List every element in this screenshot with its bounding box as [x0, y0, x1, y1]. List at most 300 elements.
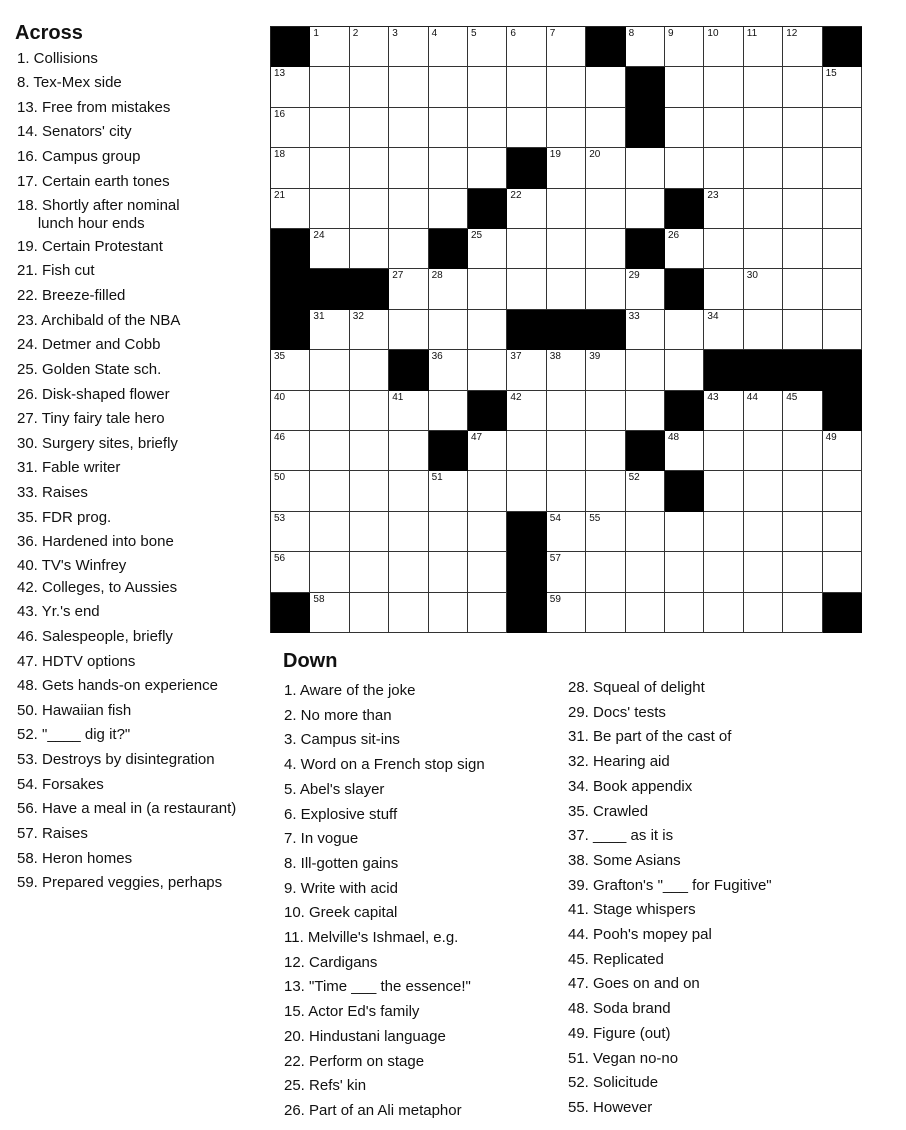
cell-number: 56	[274, 553, 286, 565]
down-clue: 37. ____ as it is	[568, 827, 674, 844]
grid-cell[interactable]	[389, 269, 428, 309]
grid-block	[665, 189, 704, 229]
grid-cell[interactable]	[665, 108, 704, 148]
grid-cell[interactable]	[626, 310, 665, 350]
grid-cell[interactable]	[665, 431, 704, 471]
down-clue: 22. Perform on stage	[284, 1053, 425, 1070]
grid-cell[interactable]	[823, 108, 862, 148]
grid-cell[interactable]	[350, 391, 389, 431]
down-clue: 3. Campus sit-ins	[284, 731, 400, 748]
cell-number: 6	[510, 28, 516, 39]
grid-cell[interactable]	[507, 108, 546, 148]
grid-cell[interactable]	[744, 391, 783, 431]
grid-cell[interactable]	[310, 229, 349, 269]
cell-number: 50	[274, 472, 286, 484]
grid-cell[interactable]	[310, 67, 349, 107]
grid-cell[interactable]	[823, 471, 862, 511]
cell-number: 55	[589, 512, 601, 524]
grid-cell[interactable]	[389, 108, 428, 148]
grid-block	[586, 310, 625, 350]
cell-number: 8	[628, 28, 635, 39]
cell-number: 24	[313, 230, 325, 241]
grid-cell[interactable]	[547, 512, 586, 552]
grid-cell[interactable]	[468, 310, 507, 350]
cell-number: 13	[274, 68, 286, 80]
down-clue: 25. Refs' kin	[284, 1077, 367, 1094]
grid-cell[interactable]	[586, 391, 625, 431]
cell-number: 26	[668, 230, 680, 241]
grid-cell[interactable]	[626, 269, 665, 309]
down-clue: 26. Part of an Ali metaphor	[284, 1102, 462, 1119]
grid-cell[interactable]	[389, 552, 428, 592]
grid-cell[interactable]	[823, 148, 862, 188]
grid-cell[interactable]	[823, 229, 862, 269]
grid-cell[interactable]	[586, 512, 625, 552]
grid-cell[interactable]	[783, 189, 822, 229]
cell-number: 53	[274, 512, 286, 524]
grid-cell[interactable]	[744, 108, 783, 148]
grid-cell[interactable]	[468, 471, 507, 511]
grid-block	[507, 512, 546, 552]
grid-cell[interactable]	[744, 593, 783, 633]
across-clue: 26. Disk-shaped flower	[17, 386, 170, 403]
grid-cell[interactable]	[704, 431, 743, 471]
cell-number: 41	[392, 391, 404, 403]
grid-cell[interactable]	[704, 108, 743, 148]
grid-cell[interactable]	[389, 471, 428, 511]
grid-cell[interactable]	[783, 27, 822, 67]
grid-cell[interactable]	[744, 229, 783, 269]
grid-cell[interactable]	[507, 27, 546, 67]
grid-cell[interactable]	[271, 189, 310, 229]
grid-cell[interactable]	[626, 189, 665, 229]
grid-cell[interactable]	[271, 67, 310, 107]
grid-cell[interactable]	[547, 27, 586, 67]
grid-cell[interactable]	[468, 512, 507, 552]
grid-cell[interactable]	[744, 67, 783, 107]
grid-cell[interactable]	[429, 552, 468, 592]
grid-block	[783, 350, 822, 390]
grid-cell[interactable]	[783, 431, 822, 471]
grid-cell[interactable]	[547, 471, 586, 511]
grid-cell[interactable]	[389, 189, 428, 229]
grid-cell[interactable]	[823, 269, 862, 309]
grid-cell[interactable]	[626, 27, 665, 67]
grid-cell[interactable]	[783, 269, 822, 309]
grid-cell[interactable]	[389, 431, 428, 471]
down-clue: 28. Squeal of delight	[568, 679, 705, 696]
grid-cell[interactable]	[310, 471, 349, 511]
grid-cell[interactable]	[507, 189, 546, 229]
grid-cell[interactable]	[350, 471, 389, 511]
down-clue: 20. Hindustani language	[284, 1028, 446, 1045]
grid-cell[interactable]	[626, 350, 665, 390]
grid-cell[interactable]	[744, 471, 783, 511]
cell-number: 48	[668, 432, 680, 443]
grid-cell[interactable]	[744, 27, 783, 67]
grid-cell[interactable]	[468, 431, 507, 471]
grid-block	[429, 431, 468, 471]
across-clue: 50. Hawaiian fish	[17, 702, 132, 719]
grid-cell[interactable]	[507, 350, 546, 390]
cell-number: 34	[707, 310, 719, 322]
across-clue: 17. Certain earth tones	[17, 173, 170, 190]
grid-cell[interactable]	[468, 67, 507, 107]
grid-cell[interactable]	[429, 27, 468, 67]
grid-cell[interactable]	[823, 189, 862, 229]
grid-cell[interactable]	[586, 189, 625, 229]
grid-block	[626, 229, 665, 269]
grid-cell[interactable]	[704, 593, 743, 633]
cell-number: 11	[746, 28, 758, 39]
grid-cell[interactable]	[586, 108, 625, 148]
grid-cell[interactable]	[744, 512, 783, 552]
down-clue: 2. No more than	[284, 707, 392, 724]
down-clue: 35. Crawled	[568, 803, 649, 820]
grid-cell[interactable]	[783, 391, 822, 431]
cell-number: 43	[707, 391, 719, 403]
grid-block	[704, 350, 743, 390]
cell-number: 22	[510, 189, 522, 201]
across-clue: 36. Hardened into bone	[17, 533, 174, 550]
grid-cell[interactable]	[626, 552, 665, 592]
cell-number: 16	[274, 108, 286, 120]
down-clue: 38. Some Asians	[568, 852, 681, 869]
grid-cell[interactable]	[704, 229, 743, 269]
grid-cell[interactable]	[389, 310, 428, 350]
cell-number: 12	[786, 28, 798, 39]
grid-cell[interactable]	[665, 350, 704, 390]
grid-cell[interactable]	[744, 552, 783, 592]
grid-block	[389, 350, 428, 390]
grid-cell[interactable]	[468, 148, 507, 188]
grid-cell[interactable]	[507, 229, 546, 269]
grid-cell[interactable]	[783, 108, 822, 148]
grid-cell[interactable]	[271, 431, 310, 471]
grid-cell[interactable]	[783, 148, 822, 188]
grid-cell[interactable]	[350, 512, 389, 552]
grid-cell[interactable]	[468, 108, 507, 148]
grid-block	[271, 229, 310, 269]
across-clue: 57. Raises	[17, 825, 88, 842]
grid-cell[interactable]	[547, 593, 586, 633]
grid-cell[interactable]	[704, 269, 743, 309]
grid-cell[interactable]	[468, 350, 507, 390]
grid-cell[interactable]	[310, 189, 349, 229]
grid-cell[interactable]	[310, 148, 349, 188]
grid-cell[interactable]	[744, 310, 783, 350]
grid-block	[507, 310, 546, 350]
grid-cell[interactable]	[665, 552, 704, 592]
grid-cell[interactable]	[665, 310, 704, 350]
cell-number: 31	[313, 310, 325, 322]
grid-cell[interactable]	[271, 512, 310, 552]
grid-cell[interactable]	[586, 552, 625, 592]
grid-cell[interactable]	[429, 148, 468, 188]
grid-block	[823, 27, 862, 67]
grid-cell[interactable]	[271, 148, 310, 188]
cell-number: 47	[471, 432, 483, 443]
grid-cell[interactable]	[429, 471, 468, 511]
grid-block	[665, 269, 704, 309]
grid-cell[interactable]	[310, 391, 349, 431]
across-clue: 40. TV's Winfrey	[17, 557, 127, 574]
grid-cell[interactable]	[547, 431, 586, 471]
cell-number: 54	[549, 512, 561, 524]
grid-cell[interactable]	[507, 431, 546, 471]
grid-cell[interactable]	[547, 229, 586, 269]
grid-cell[interactable]	[547, 391, 586, 431]
grid-cell[interactable]	[586, 471, 625, 511]
grid-cell[interactable]	[389, 512, 428, 552]
cell-number: 3	[392, 28, 398, 39]
grid-cell[interactable]	[429, 310, 468, 350]
grid-cell[interactable]	[586, 350, 625, 390]
cell-number: 45	[786, 391, 798, 403]
cell-number: 35	[274, 351, 286, 363]
grid-block	[468, 189, 507, 229]
grid-cell[interactable]	[704, 391, 743, 431]
grid-cell[interactable]	[429, 269, 468, 309]
grid-cell[interactable]	[350, 593, 389, 633]
cell-number: 25	[471, 230, 483, 241]
grid-cell[interactable]	[468, 229, 507, 269]
cell-number: 1	[313, 28, 319, 39]
grid-cell[interactable]	[744, 189, 783, 229]
grid-cell[interactable]	[665, 27, 704, 67]
grid-cell[interactable]	[507, 391, 546, 431]
grid-cell[interactable]	[586, 229, 625, 269]
grid-cell[interactable]	[547, 67, 586, 107]
grid-cell[interactable]	[823, 512, 862, 552]
across-clue: 8. Tex-Mex side	[17, 74, 122, 91]
grid-cell[interactable]	[429, 108, 468, 148]
down-clue: 32. Hearing aid	[568, 753, 670, 770]
grid-cell[interactable]	[389, 229, 428, 269]
grid-cell[interactable]	[271, 552, 310, 592]
grid-cell[interactable]	[271, 350, 310, 390]
grid-cell[interactable]	[310, 27, 349, 67]
crossword-grid	[270, 26, 862, 633]
grid-cell[interactable]	[547, 350, 586, 390]
grid-cell[interactable]	[389, 148, 428, 188]
grid-cell[interactable]	[823, 310, 862, 350]
grid-cell[interactable]	[468, 552, 507, 592]
cell-number: 39	[589, 351, 601, 363]
across-clue: 19. Certain Protestant	[17, 238, 163, 255]
grid-cell[interactable]	[547, 108, 586, 148]
across-clue: 52. "____ dig it?"	[17, 726, 131, 743]
cell-number: 40	[274, 391, 286, 403]
cell-number: 37	[510, 351, 522, 363]
grid-cell[interactable]	[389, 391, 428, 431]
across-clue: 25. Golden State sch.	[17, 361, 162, 378]
grid-cell[interactable]	[468, 27, 507, 67]
cell-number: 21	[274, 189, 286, 201]
down-clue: 49. Figure (out)	[568, 1025, 671, 1042]
down-clue: 34. Book appendix	[568, 778, 693, 795]
grid-cell[interactable]	[429, 67, 468, 107]
grid-cell[interactable]	[626, 391, 665, 431]
grid-cell[interactable]	[547, 148, 586, 188]
grid-cell[interactable]	[350, 552, 389, 592]
grid-cell[interactable]	[271, 108, 310, 148]
grid-cell[interactable]	[507, 269, 546, 309]
grid-cell[interactable]	[586, 431, 625, 471]
cell-number: 46	[274, 432, 286, 443]
across-clue: 18. Shortly after nominal lunch hour ends	[17, 197, 180, 232]
grid-cell[interactable]	[783, 552, 822, 592]
grid-cell[interactable]	[350, 229, 389, 269]
grid-cell[interactable]	[665, 593, 704, 633]
grid-cell[interactable]	[429, 593, 468, 633]
grid-cell[interactable]	[704, 310, 743, 350]
grid-cell[interactable]	[586, 148, 625, 188]
grid-cell[interactable]	[547, 189, 586, 229]
grid-cell[interactable]	[783, 67, 822, 107]
grid-block	[468, 391, 507, 431]
grid-block	[547, 310, 586, 350]
down-clue: 10. Greek capital	[284, 904, 398, 921]
down-clue: 4. Word on a French stop sign	[284, 756, 485, 773]
grid-cell[interactable]	[310, 310, 349, 350]
grid-cell[interactable]	[704, 67, 743, 107]
grid-cell[interactable]	[271, 391, 310, 431]
grid-cell[interactable]	[389, 593, 428, 633]
grid-cell[interactable]	[350, 148, 389, 188]
grid-cell[interactable]	[704, 471, 743, 511]
down-heading: Down	[283, 650, 338, 672]
grid-block	[429, 229, 468, 269]
grid-cell[interactable]	[468, 269, 507, 309]
grid-cell[interactable]	[350, 67, 389, 107]
grid-cell[interactable]	[586, 593, 625, 633]
cell-number: 30	[746, 270, 758, 282]
grid-cell[interactable]	[271, 471, 310, 511]
grid-cell[interactable]	[665, 229, 704, 269]
grid-cell[interactable]	[429, 189, 468, 229]
grid-cell[interactable]	[823, 67, 862, 107]
grid-cell[interactable]	[783, 512, 822, 552]
grid-cell[interactable]	[350, 27, 389, 67]
grid-cell[interactable]	[547, 552, 586, 592]
cell-number: 38	[549, 351, 561, 363]
down-clue: 1. Aware of the joke	[284, 682, 416, 699]
grid-cell[interactable]	[310, 512, 349, 552]
grid-cell[interactable]	[783, 593, 822, 633]
cell-number: 29	[628, 270, 640, 282]
grid-block	[507, 593, 546, 633]
grid-cell[interactable]	[310, 108, 349, 148]
across-clue: 54. Forsakes	[17, 776, 104, 793]
grid-block	[744, 350, 783, 390]
grid-cell[interactable]	[783, 471, 822, 511]
down-clue: 12. Cardigans	[284, 954, 378, 971]
across-clue: 59. Prepared veggies, perhaps	[17, 874, 223, 891]
grid-cell[interactable]	[310, 431, 349, 471]
grid-cell[interactable]	[429, 391, 468, 431]
grid-block	[507, 552, 546, 592]
grid-cell[interactable]	[823, 431, 862, 471]
cell-number: 44	[746, 391, 758, 403]
grid-cell[interactable]	[626, 148, 665, 188]
grid-cell[interactable]	[586, 269, 625, 309]
grid-block	[665, 391, 704, 431]
grid-cell[interactable]	[744, 148, 783, 188]
grid-cell[interactable]	[704, 148, 743, 188]
down-clue: 5. Abel's slayer	[284, 781, 385, 798]
cell-number: 27	[392, 270, 404, 282]
grid-cell[interactable]	[350, 189, 389, 229]
grid-cell[interactable]	[429, 512, 468, 552]
grid-cell[interactable]	[665, 512, 704, 552]
across-clue: 35. FDR prog.	[17, 509, 112, 526]
grid-cell[interactable]	[547, 269, 586, 309]
across-clue: 30. Surgery sites, briefly	[17, 435, 178, 452]
grid-cell[interactable]	[626, 471, 665, 511]
grid-cell[interactable]	[586, 67, 625, 107]
grid-cell[interactable]	[626, 512, 665, 552]
cell-number: 51	[431, 472, 443, 484]
across-clue: 42. Colleges, to Aussies	[17, 579, 178, 596]
down-clue: 6. Explosive stuff	[284, 806, 398, 823]
down-clue: 15. Actor Ed's family	[284, 1003, 420, 1020]
grid-block	[823, 350, 862, 390]
cell-number: 9	[668, 28, 674, 39]
grid-cell[interactable]	[389, 67, 428, 107]
grid-cell[interactable]	[389, 27, 428, 67]
grid-cell[interactable]	[310, 350, 349, 390]
down-clue: 55. However	[568, 1099, 653, 1116]
grid-cell[interactable]	[783, 310, 822, 350]
grid-cell[interactable]	[744, 431, 783, 471]
cell-number: 10	[707, 28, 719, 39]
grid-cell[interactable]	[744, 269, 783, 309]
grid-cell[interactable]	[350, 350, 389, 390]
grid-cell[interactable]	[507, 67, 546, 107]
grid-cell[interactable]	[468, 593, 507, 633]
grid-cell[interactable]	[704, 27, 743, 67]
grid-cell[interactable]	[626, 593, 665, 633]
down-clue: 52. Solicitude	[568, 1074, 659, 1091]
grid-cell[interactable]	[704, 512, 743, 552]
grid-cell[interactable]	[783, 229, 822, 269]
grid-cell[interactable]	[665, 67, 704, 107]
across-clue: 47. HDTV options	[17, 653, 136, 670]
grid-block	[507, 148, 546, 188]
grid-block	[665, 471, 704, 511]
grid-block	[271, 27, 310, 67]
across-clue: 43. Yr.'s end	[17, 603, 100, 620]
grid-cell[interactable]	[350, 310, 389, 350]
grid-cell[interactable]	[823, 552, 862, 592]
down-clue: 31. Be part of the cast of	[568, 728, 732, 745]
grid-cell[interactable]	[704, 189, 743, 229]
across-clue: 21. Fish cut	[17, 262, 95, 279]
grid-cell[interactable]	[429, 350, 468, 390]
grid-cell[interactable]	[665, 148, 704, 188]
across-clue: 56. Have a meal in (a restaurant)	[17, 800, 237, 817]
cell-number: 33	[628, 310, 640, 322]
grid-cell[interactable]	[350, 108, 389, 148]
grid-cell[interactable]	[350, 431, 389, 471]
grid-cell[interactable]	[507, 471, 546, 511]
grid-cell[interactable]	[310, 593, 349, 633]
cell-number: 2	[352, 28, 359, 39]
grid-cell[interactable]	[704, 552, 743, 592]
grid-cell[interactable]	[310, 552, 349, 592]
down-clue: 8. Ill-gotten gains	[284, 855, 399, 872]
